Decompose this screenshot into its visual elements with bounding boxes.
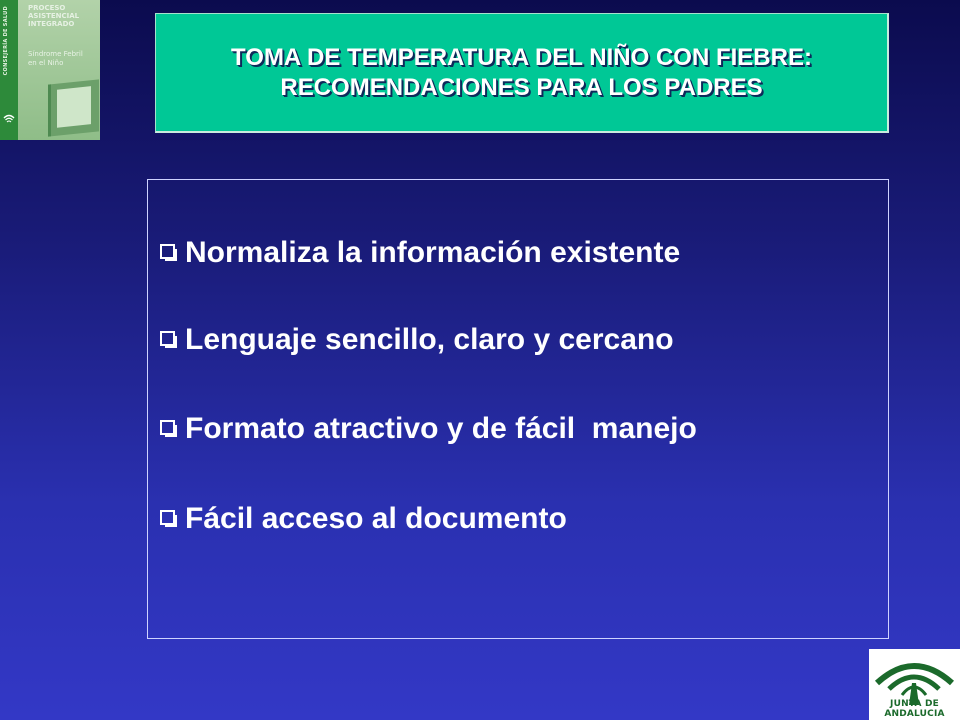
checkbox-bullet-icon (160, 244, 178, 262)
book-title-text: PROCESO ASISTENCIAL INTEGRADO (28, 4, 80, 28)
bullet-text: Fácil acceso al documento (185, 502, 567, 535)
bullet-item (160, 502, 567, 536)
slide-title: TOMA DE TEMPERATURA DEL NIÑO CON FIEBRE: RECOMENDACIONES PARA LOS PADRES (231, 43, 812, 101)
checkbox-bullet-icon (160, 331, 178, 349)
bullet-text: Normaliza la información existente (185, 236, 681, 269)
book-subtitle-text: Síndrome Febril en el Niño (28, 50, 83, 67)
junta-de-andalucia-logo (869, 649, 960, 720)
book-spine-text: CONSEJERÍA DE SALUD (3, 6, 9, 76)
bullet-text: Lenguaje sencillo, claro y cercano (185, 323, 674, 356)
junta-emblem-icon (2, 112, 16, 126)
bullet-item (160, 236, 680, 270)
logo-caption: JUNTA DE ANDALUCIA (884, 699, 945, 719)
checkbox-bullet-icon (160, 510, 178, 528)
booklet-image (48, 79, 99, 136)
bullet-item (160, 412, 697, 446)
bullet-text: Formato atractivo y de fácil manejo (185, 412, 697, 445)
title-box (155, 13, 889, 133)
book-cover-thumbnail (0, 0, 100, 140)
checkbox-bullet-icon (160, 420, 178, 438)
bullet-item (160, 323, 674, 357)
content-box (147, 179, 889, 639)
